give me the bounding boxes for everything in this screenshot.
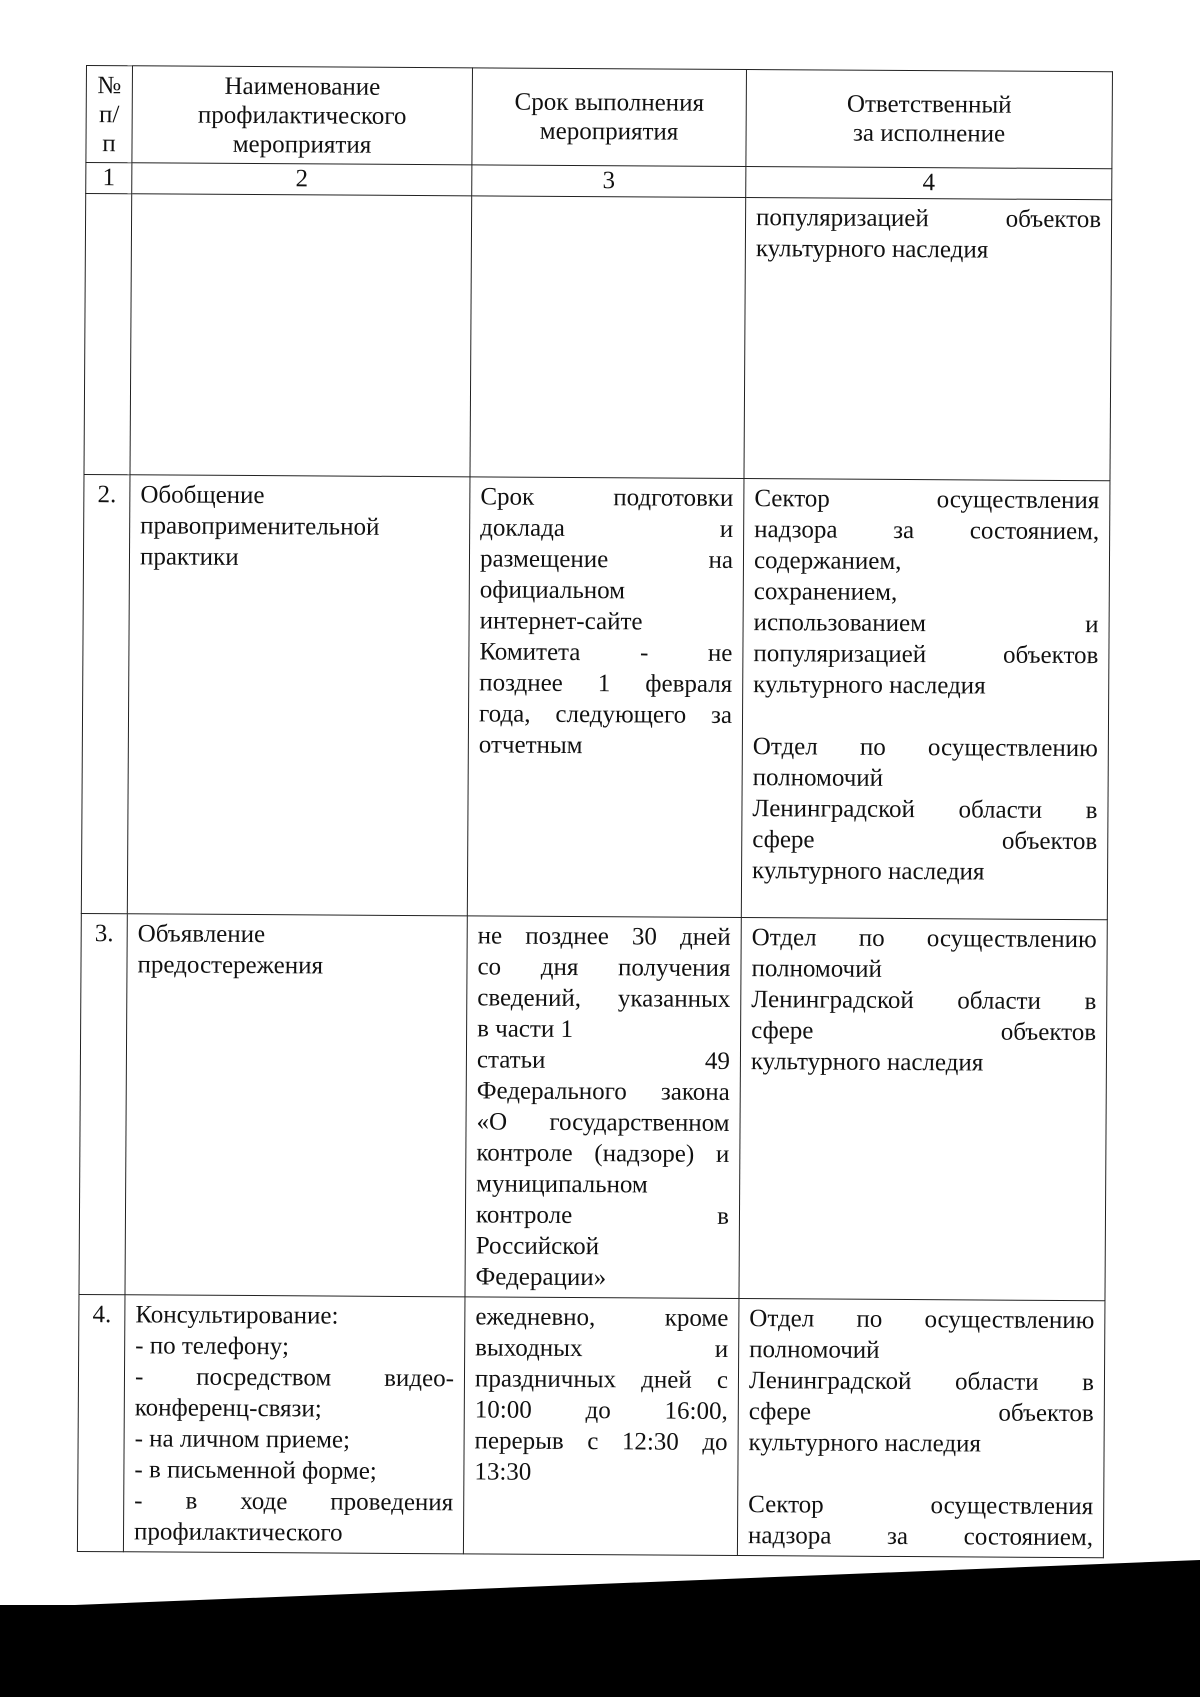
cell-line: - в письменной форме; <box>134 1456 377 1485</box>
cell-line: культурного наследия <box>750 1048 984 1077</box>
cell-line: муниципальном <box>476 1170 648 1199</box>
cell-line: правоприменительной <box>140 512 380 541</box>
table-row <box>81 474 1110 919</box>
cell-line: статьи 49 <box>476 1046 731 1075</box>
responsible-cell <box>739 918 1107 1301</box>
cell-line: полномочий <box>751 955 883 983</box>
cell-line: профилактического <box>133 1518 343 1547</box>
cell-line: перерыв с 12:30 до <box>474 1427 728 1456</box>
column-number: 4 <box>746 167 1112 200</box>
cell-line: не позднее 30 дней <box>477 922 731 951</box>
cell-line: Отдел по осуществлению <box>749 1305 1095 1335</box>
cell-line: Срок подготовки <box>480 483 734 512</box>
deadline-cell <box>467 477 744 918</box>
cell-line: «О государственном <box>476 1108 730 1137</box>
cell-line: размещение на <box>479 545 734 574</box>
cell-line: выходных и <box>475 1334 729 1363</box>
event-name-cell <box>130 194 472 477</box>
cell-line: Консультирование: <box>135 1301 339 1330</box>
cell-line: конференц-связи; <box>134 1394 322 1423</box>
paragraph-gap <box>748 1458 1093 1491</box>
cell-line: Комитета - не <box>479 638 733 667</box>
cell-line: сохранением, <box>753 578 898 606</box>
cell-line: - в ходе проведения <box>134 1487 454 1517</box>
responsible-cell <box>741 479 1110 920</box>
header-number: № п/ п <box>86 66 133 163</box>
row-number: 2. <box>81 474 130 913</box>
table-body <box>77 194 1111 1558</box>
cell-line: отчетным <box>478 731 583 760</box>
cell-line: полномочий <box>749 1336 880 1364</box>
cell-line: контроле (надзоре) и <box>476 1139 730 1168</box>
cell-line: полномочий <box>752 764 884 792</box>
cell-line: Сектор осуществления <box>754 485 1100 515</box>
table-row <box>79 913 1107 1300</box>
cell-line: Обобщение <box>140 481 265 510</box>
cell-line: культурного наследия <box>748 1429 982 1458</box>
cell-line: популяризацией объектов <box>755 204 1102 234</box>
cell-line: сфере объектов <box>752 826 1098 856</box>
cell-line: сфере объектов <box>751 1017 1097 1047</box>
cell-line: доклада и <box>480 514 734 543</box>
cell-line: позднее 1 февраля <box>479 669 733 698</box>
cell-line: практики <box>139 543 239 571</box>
cell-line: Объявление <box>137 920 266 949</box>
responsible-cell <box>737 1299 1105 1558</box>
event-name-cell <box>127 475 470 916</box>
cell-line: Федерального закона <box>476 1077 730 1106</box>
cell-line: популяризацией объектов <box>753 640 1099 670</box>
cell-line: в части 1 <box>477 1015 574 1043</box>
cell-line: содержанием, <box>753 547 902 575</box>
header-event-name: Наименование профилактического мероприятия <box>132 66 473 165</box>
cell-line: культурного наследия <box>755 235 989 264</box>
responsible-cell <box>744 198 1112 481</box>
cell-line: интернет-сайте <box>479 607 643 636</box>
cell-line: - по телефону; <box>135 1332 290 1361</box>
cell-line: 13:30 <box>474 1458 532 1486</box>
table-row <box>77 1294 1105 1557</box>
cell-line: Отдел по осуществлению <box>751 924 1097 954</box>
row-number: 4. <box>77 1294 125 1551</box>
header-responsible: Ответственный за исполнение <box>746 70 1113 169</box>
cell-line: Российской <box>475 1232 600 1261</box>
row-number: 3. <box>79 913 127 1294</box>
event-name-cell <box>123 1295 465 1554</box>
column-number: 3 <box>472 165 746 198</box>
cell-line: Отдел по осуществлению <box>752 733 1098 763</box>
cell-line: Сектор осуществления <box>748 1491 1094 1521</box>
column-number: 2 <box>132 163 472 196</box>
cell-line: года, следующего за <box>478 700 733 729</box>
cell-line: 10:00 до 16:00, <box>474 1396 728 1425</box>
paragraph-gap <box>753 700 1098 733</box>
cell-line: Ленинградской области в <box>752 795 1098 825</box>
column-number: 1 <box>86 163 132 194</box>
table-row <box>84 194 1112 481</box>
cell-line: праздничных дней с <box>474 1365 729 1394</box>
cell-line: Федерации» <box>475 1263 607 1292</box>
cell-line: - посредством видео- <box>134 1363 455 1393</box>
cell-line: культурного наследия <box>753 671 986 700</box>
deadline-cell <box>465 916 741 1299</box>
cell-line: сведений, указанных <box>477 984 731 1013</box>
cell-line: предостережения <box>137 951 324 980</box>
cell-line: - на личном приеме; <box>134 1425 351 1454</box>
cell-line: надзора за состоянием, <box>747 1522 1094 1552</box>
deadline-cell <box>463 1297 739 1556</box>
event-name-cell <box>125 914 467 1297</box>
cell-line: надзора за состоянием, <box>754 516 1100 546</box>
cell-line: Ленинградской области в <box>748 1367 1095 1397</box>
cell-line: культурного наследия <box>752 857 985 886</box>
prevention-plan-table <box>77 65 1113 1558</box>
header-deadline: Срок выполнения мероприятия <box>472 68 747 167</box>
deadline-cell <box>470 196 746 479</box>
row-number <box>84 194 132 475</box>
cell-line: официальном <box>479 576 626 605</box>
cell-line: ежедневно, кроме <box>475 1303 729 1332</box>
scan-bottom-border <box>0 1605 1200 1697</box>
cell-line: сфере объектов <box>748 1398 1094 1428</box>
cell-line: контроле в <box>475 1201 730 1230</box>
table-header-row <box>86 66 1113 169</box>
cell-line: использованием и <box>753 609 1099 639</box>
cell-line: со дня получения <box>477 953 731 982</box>
cell-line: Ленинградской области в <box>751 986 1097 1016</box>
